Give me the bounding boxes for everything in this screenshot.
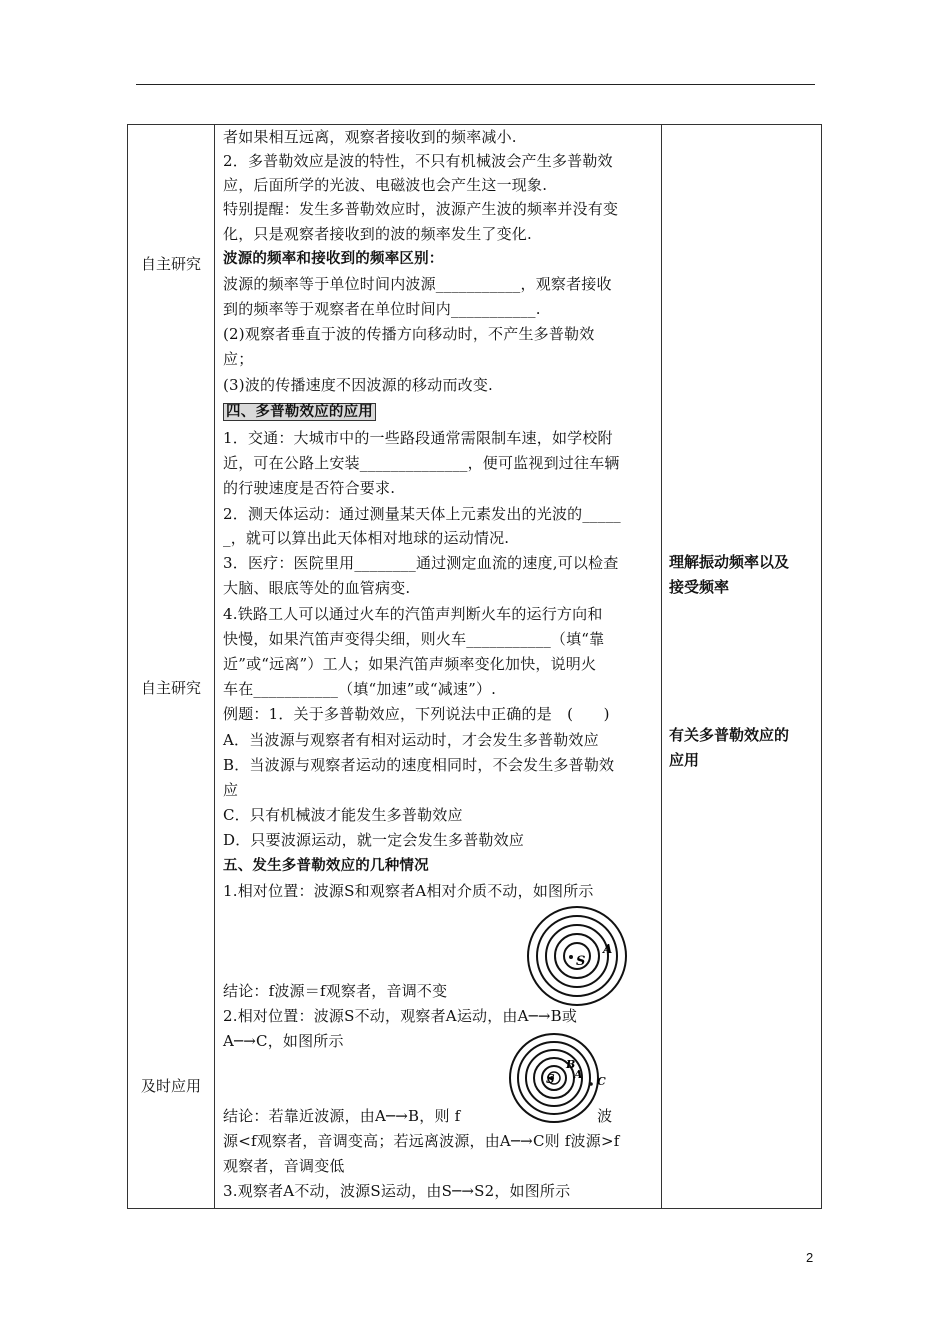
text-line: 3．医疗：医院里用________通过测定血流的速度,可以检查 <box>223 554 619 572</box>
text-line: 1．交通：大城市中的一些路段通常需限制车速，如学校附 <box>223 429 613 447</box>
option-b: B．当波源与观察者运动的速度相同时，不会发生多普勒效 <box>223 756 615 774</box>
text-line: 快慢，如果汽笛声变得尖细，则火车___________（填“靠 <box>223 630 605 648</box>
note-line: 理解振动频率以及 <box>669 553 790 571</box>
observer-label: A <box>603 942 613 956</box>
source-dot <box>569 955 573 959</box>
text-line: 2．测天体运动：通过测量某天体上元素发出的光波的_____ <box>223 505 621 523</box>
figure-moving-observer <box>508 1032 618 1124</box>
page-number: 2 <box>806 1250 814 1265</box>
column-divider-right <box>661 125 662 1208</box>
text-line: 近”或“远离”）工人；如果汽笛声频率变化加快，说明火 <box>223 655 597 673</box>
case-3: 3.观察者A不动，波源S运动，由S─→S2，如图所示 <box>223 1182 571 1200</box>
text-line: 应，后面所学的光波、电磁波也会产生这一现象. <box>223 176 548 194</box>
text-line: 2．多普勒效应是波的特性，不只有机械波会产生多普勒效 <box>223 152 613 170</box>
section-heading-cases: 五、发生多普勒效应的几种情况 <box>223 858 429 874</box>
text-line: 化，只是观察者接收到的波的频率发生了变化. <box>223 225 532 243</box>
case-2-conclusion-cont: 源<f观察者，音调变高；若远离波源，由A─→C则 f波源>f <box>223 1132 620 1150</box>
text-line: (2)观察者垂直于波的传播方向移动时，不产生多普勒效 <box>223 325 595 343</box>
column-divider-left <box>214 125 215 1208</box>
option-a: A．当波源与观察者有相对运动时，才会发生多普勒效应 <box>223 731 599 749</box>
case-1-conclusion: 结论：f波源＝f观察者，音调不变 <box>223 982 448 1000</box>
row-label-self-study-2: 自主研究 <box>140 679 201 697</box>
note-line: 接受频率 <box>669 578 730 596</box>
note-application <box>669 723 819 773</box>
point-a-label: A <box>574 1068 583 1081</box>
header-rule <box>136 84 815 85</box>
case-2-conclusion-end: 观察者，音调变低 <box>223 1157 345 1175</box>
case-2: 2.相对位置：波源S不动，观察者A运动，由A─→B或 <box>223 1007 578 1025</box>
note-frequency <box>669 550 819 600</box>
text-line: 4.铁路工人可以通过火车的汽笛声判断火车的运行方向和 <box>223 605 603 623</box>
source-label: S <box>576 954 586 969</box>
case-1: 1.相对位置：波源S和观察者A相对介质不动，如图所示 <box>223 882 594 900</box>
section-heading-applications: 四、多普勒效应的应用 <box>223 403 376 421</box>
lesson-table <box>127 124 822 1209</box>
point-c-label: C <box>597 1075 606 1088</box>
row-label-self-study-1: 自主研究 <box>140 255 201 273</box>
text-line: 大脑、眼底等处的血管病变. <box>223 579 411 597</box>
text-line: 近，可在公路上安装______________，便可监视到过往车辆 <box>223 454 620 472</box>
text-line: 的行驶速度是否符合要求. <box>223 479 396 497</box>
text-line: 应； <box>223 350 254 368</box>
option-d: D．只要波源运动，就一定会发生多普勒效应 <box>223 831 525 849</box>
text-line: 到的频率等于观察者在单位时间内___________. <box>223 300 541 318</box>
case-2-cont: A─→C，如图所示 <box>223 1032 344 1050</box>
text-line: 车在___________（填“加速”或“减速”）. <box>223 680 497 698</box>
note-line: 应用 <box>669 751 700 769</box>
subheading-frequency-difference: 波源的频率和接收到的频率区别： <box>223 251 444 267</box>
text-line: (3)波的传播速度不因波源的移动而改变. <box>223 376 494 394</box>
text-line: 波源的频率等于单位时间内波源___________，观察者接收 <box>223 275 612 293</box>
text-line: 者如果相互远离，观察者接收到的频率减小. <box>223 128 517 146</box>
figure-stationary-source <box>526 905 628 1007</box>
text-line: _，就可以算出此天体相对地球的运动情况. <box>223 529 510 547</box>
option-b-cont: 应 <box>223 781 239 799</box>
option-c: C．只有机械波才能发生多普勒效应 <box>223 806 463 824</box>
example-question: 例题：1．关于多普勒效应，下列说法中正确的是 ( ) <box>223 705 610 723</box>
text-line: 特别提醒：发生多普勒效应时，波源产生波的频率并没有变 <box>223 200 619 218</box>
point-c-dot <box>589 1082 593 1086</box>
source-label: S <box>546 1072 555 1086</box>
row-label-application: 及时应用 <box>140 1077 201 1095</box>
note-line: 有关多普勒效应的 <box>669 726 790 744</box>
case-2-conclusion: 结论：若靠近波源，由A─→B，则 f 波 <box>223 1107 613 1125</box>
point-b-label: B <box>566 1058 576 1071</box>
